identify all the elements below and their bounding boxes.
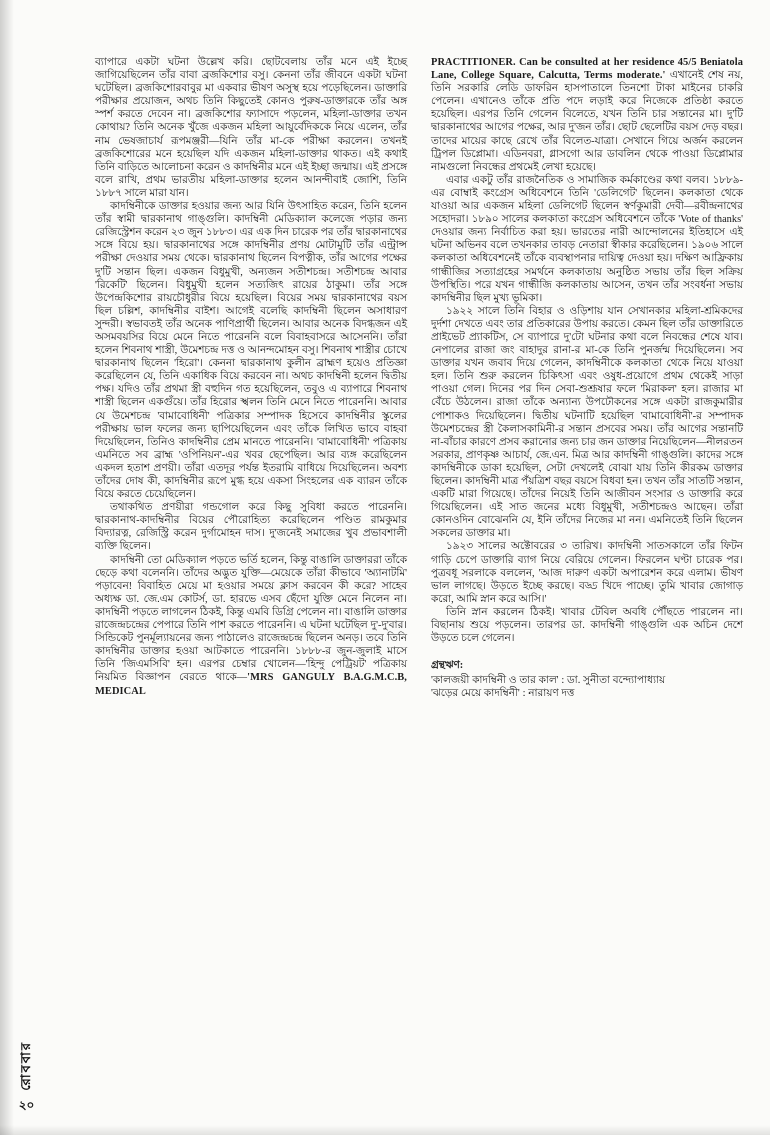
- acknowledgment-item: 'ঝড়ের মেয়ে কাদম্বিনী' : নারায়ণ দত্ত: [431, 688, 575, 700]
- article-body: [95, 56, 743, 1096]
- paragraph-continuation: [431, 56, 743, 174]
- left-column: [95, 56, 407, 1096]
- spine: [16, 1041, 37, 1117]
- advertisement-english-text: 'MRS GANGULY B.A.G.M.C.B, MEDICAL: [95, 672, 408, 697]
- paragraph-continuation: ব্যাপারে একটা ঘটনা উল্লেখ করি। ছোটবেলায় তাঁর মনে এই ইচ্ছে জাগিয়েছিলেন তাঁর বাবা ব্রজকিশোর বসু। কেননা তাঁর জীবনে একটা ঘটনা ঘটেছিল। ব্রজকিশোরবাবুর মা একবার ভীষণ অসুস্থ হয়ে পড়েছিলেন। ডাক্তারি পরীক্ষার প্রয়োজন, অথচ তিনি কিছুতেই কোনও পুরুষ-ডাক্তারকে তাঁর অঙ্গ স্পর্শ করতে দেবেন না। ব্রজকিশোর ফ্যাসাদে পড়লেন, মহিলা-ডাক্তার তখন কোথায়? তিনি অনেক খুঁজে একজন মহিলা আয়ুর্বেদিককে নিয়ে এলেন, তাঁর নাম ভেষজাচার্য রূপমঞ্জরী—যিনি তাঁর মা-কে পরীক্ষা করলেন। তখনই ব্রজকিশোরের মনে হয়েছিল যদি একজন মহিলা-ডাক্তার থাকত। এই কথাই তিনি বাড়িতে আলোচনা করেন ও কাদম্বিনীর মনে এই ইচ্ছা জন্মায়। এই প্রসঙ্গে বলে রাখি, প্রথম ভারতীয় মহিলা-ডাক্তার হলেন আনন্দীবাই জোশি, তিনি ১৮৮৭ সালে মারা যান।: [95, 57, 407, 199]
- page-number: ২০: [18, 1098, 35, 1112]
- paragraph: [95, 554, 407, 698]
- paragraph: ১৯২২ সালে তিনি বিহার ও ওড়িশায় যান সেখানকার মহিলা-শ্রমিকদের দুর্দশা দেখতে এবং তার প্রতিকারের উপায় করতে। কেমন ছিল তাঁর ডাক্তারিতে প্রাইভেট প্র্যাকটিস, সে ব্যাপারে দু'টো ঘটনার কথা বলে নিবন্ধের শেষে যাব। নেপালের রাজা জং বাহাদুর রানা-র মা-কে তিনি পুনর্জন্ম দিয়েছিলেন। সব ডাক্তার যখন জবাব দিয়ে গেলেন, কাদম্বিনীকে কলকাতা থেকে নিয়ে যাওয়া হল। তিনি শুরু করলেন চিকিৎসা এবং ওষুধ-প্রয়োগে প্রথম থেকেই সাড়া পাওয়া গেল। দিনের পর দিন সেবা-শুশ্রূষার ফলে 'মিরাকল' হল। রাজার মা বেঁচে উঠলেন। রাজা তাঁকে অন্যান্য উপঢৌকনের সঙ্গে একটা রাজকুমারীর পোশাকও দিয়েছিলেন। দ্বিতীয় ঘটনাটি হয়েছিল 'বামাবোধিনী'-র সম্পাদক উমেশচন্দ্রের স্ত্রী কৈলাসকামিনী-র সন্তান প্রসবের সময়। তাঁর আগের সন্তানটি না-বাঁচার কারণে প্রসব করানোর জন্য চার জন ডাক্তার নিয়েছিলেন—নীলরতন সরকার, প্রাণকৃষ্ণ আচার্য, জে.এন. মিত্র আর কাদম্বিনী গাঙ্গুলি। কাদের সঙ্গে কাদম্বিনীকে ডাকা হয়েছিল, সেটা দেখলেই বোঝা যায় তিনি কীরকম ডাক্তার ছিলেন। কাদম্বিনী মাত্র পঁয়ত্রিশ বছর বয়সে বিধবা হন। তখন তাঁর সাতটি সন্তান, একটি মারা গিয়েছে। তাঁদের নিয়েই তিনি আজীবন সংসার ও ডাক্তারি করে গিয়েছিলেন। এই সাত জনের মধ্যে বিধুমুখী, সতীশচন্দ্রও আছেন। তাঁরা কোনওদিন বোঝেননি যে, ইনি তাঁদের নিজের মা নন। এমনিতেই তিনি ছিলেন সকলের ডাক্তার মা।: [431, 305, 743, 540]
- paragraph-text: কাদম্বিনী তো মেডিক্যাল পড়তে ভর্তি হলেন, কিন্তু বাঙালি ডাক্তাররা তাঁকে ছেড়ে কথা বলেননি। তাঁদের অদ্ভুত যুক্তি—মেয়েকে তাঁরা কীভাবে 'অ্যানাটমি' পড়াবেন! বিবাহিত মেয়ে মা হওয়ার সময়ে ক্লাস করবেন কী করে? সাহেব অধ্যক্ষ ডা. জে.এম কোটর্স, ডা. হারভে এসব ছেঁদো যুক্তি মেনে নিলেন না। কাদম্বিনী পড়তে লাগলেন ঠিকই, কিন্তু এমবি ডিগ্রি পেলেন না। বাঙালি ডাক্তার রাজেন্দ্রচন্দ্রের পেপারে তিনি পাশ করতে পারেননি। এ ঘটনা ঘটেছিল দু'-দু'বার। সিন্ডিকেট পুনর্মূল্যায়নের জন্য পাঠালেও রাজেন্দ্রচন্দ্র ছিলেন অনড়। তবে তিনি কাদম্বিনীর ডাক্তার হওয়া আটকাতে পারেননি। ১৮৮৮-র জুন-জুলাই মাসে তিনি 'জিএমসিবি' হন। এরপর চেম্বার খোলেন—'হিন্দু পেট্রিয়ট' পত্রিকায় নিয়মিত বিজ্ঞাপন বেরতে থাকে—: [95, 554, 407, 684]
- acknowledgment-item: 'কালজয়ী কাদম্বিনী ও তার কাল' : ডা. সুনীতা বন্দ্যোপাধ্যায়: [431, 675, 666, 687]
- right-column: [431, 56, 743, 1096]
- paragraph: তিনি স্নান করলেন ঠিকই। খাবার টেবিল অবধি পৌঁছতে পারলেন না। বিছানায় শুয়ে পড়লেন। তারপর ডা. কাদম্বিনী গাঙ্গুলি এক অচিন দেশে উড়তে চলে গেলেন।: [431, 606, 743, 645]
- acknowledgment-section: [431, 659, 743, 700]
- paragraph: কাদম্বিনীকে ডাক্তার হওয়ার জন্য আর যিনি উৎসাহিত করেন, তিনি হলেন তাঁর স্বামী দ্বারকানাথ গাঙ্গুলি। কাদম্বিনী মেডিক্যাল কলেজে পড়ার জন্য রেজিস্ট্রেশন করেন ২৩ জুন ১৮৮৩। এর এক দিন চারেক পর তাঁর দ্বারকানাথের সঙ্গে বিয়ে হয়। দ্বারকানাথের সঙ্গে কাদম্বিনীর প্রণয় মোটামুটি তাঁর এন্ট্রান্স পরীক্ষা দেওয়ার সময় থেকে। দ্বারকানাথ ছিলেন বিপত্নীক, তাঁর আগের পক্ষের দু'টি সন্তান ছিল। একজন বিধুমুখী, অন্যজন সতীশচন্দ্র। সতীশচন্দ্র আবার 'রিকেটি' ছিলেন। বিধুমুখী হলেন সত্যজিৎ রায়ের ঠাকুমা। তাঁর সঙ্গে উপেন্দ্রকিশোর রায়চৌধুরীর বিয়ে হয়েছিল। বিয়ের সময় দ্বারকানাথের বয়স ছিল চল্লিশ, কাদম্বিনীর বাইশ। আগেই বলেছি কাদম্বিনী ছিলেন অসাধারণ সুন্দরী। স্বভাবতই তাঁর অনেক পাণিপ্রার্থী ছিলেন। আবার অনেক বিদগ্ধজন এই অসমবয়সির বিয়ে মেনে নিতে পারেননি বলে বিবাহবাসরে আসেননি। তাঁরা হলেন শিবনাথ শাস্ত্রী, উমেশচন্দ্র দত্ত ও আনন্দমোহন বসু। শিবনাথ শাস্ত্রীর চোখে দ্বারকানাথ ছিলেন 'হিরো'। কেননা দ্বারকানাথ কুলীন ব্রাহ্মণ হয়েও প্রতিজ্ঞা করেছিলেন যে, তিনি একাধিক বিয়ে করবেন না। অথচ কাদম্বিনী হলেন দ্বিতীয় পক্ষ। যদিও তাঁর প্রথমা স্ত্রী বহুদিন গত হয়েছিলেন, তবুও এ ব্যাপারে শিবনাথ শাস্ত্রী ছিলেন একগুঁয়ে। তাঁর হিরোর স্খলন তিনি মেনে নিতে পারেননি। আবার যে উমেশচন্দ্র 'বামাবোধিনী' পত্রিকার সম্পাদক হিসেবে কাদম্বিনীর স্কুলের পরীক্ষায় ভাল ফলের জন্য ছাপিয়েছিলেন এবং তাঁকে লিখিত ভাবে বাহবা দিয়েছিলেন, তিনিও কাদম্বিনীর প্রেম মানতে পারেননি। 'বামাবোধিনী' পত্রিকায় এমনিতে সব ব্রাহ্ম 'ওপিনিয়ন'-এর খবর ছেপেছিল। আর ব্যঙ্গ করেছিলেন একদল হতাশ প্রণয়ী। তাঁরা এতদূর পর্যন্ত ইতরামি বাধিয়ে দিয়েছিলেন। অবশ্য তাঁদের দোষ কী, কাদম্বিনীর রূপে মুগ্ধ হয়ে একসা সিংহলের এক ব্যারন তাঁকে বিয়ে করতে চেয়েছিলেন।: [95, 201, 407, 501]
- magazine-name: রোববার: [18, 1041, 33, 1091]
- paragraph-text: এখানেই শেষ নয়, তিনি সরকারি লেডি ডাফরিন হাসপাতালে তিনশো টাকা মাইনের চাকরি পেলেন। এখানেও তাঁকে প্রতি পদে লড়াই করে নিজেকে প্রতিষ্ঠা করতে হয়েছিল। এরপর তিনি গেলেন বিলেতে, যখন তিনি চার সন্তানের মা। দু'টি দ্বারকানাথের আগের পক্ষের, আর দু'জন তাঁর। ছোট ছেলেটির বয়স দেড় বছর। তাদের মায়ের কাছে রেখে তাঁর বিলেত-যাত্রা। সেখানে গিয়ে অর্জন করলেন ট্রিপল ডিপ্লোমা। এডিনবরা, গ্লাসগো আর ডাবলিন থেকে পাওয়া ডিপ্লোমার নামগুলো নিবন্ধের প্রথমেই লেখা হয়েছে।: [431, 70, 743, 173]
- paragraph: তথাকথিত প্রণয়ীরা গন্ডগোল করে কিছু সুবিধা করতে পারেননি। দ্বারকানাথ-কাদম্বিনীর বিয়ের পৌরোহিত্য করেছিলেন পণ্ডিত রামকুমার বিদ্যারত্ন, রেজিস্ট্রি করেন দুর্গামোহন দাস। দু'জনেই সমাজের খুব প্রভাবশালী ব্যক্তি ছিলেন।: [95, 502, 407, 553]
- acknowledgment-heading: গ্রন্থঋণ:: [431, 660, 464, 672]
- advertisement-english-text: PRACTITIONER. Can be consulted at her residence 45/5 Beniatola Lane, College Square, Calcutta, Terms moderate.': [431, 57, 743, 82]
- paragraph: এবার একটু তাঁর রাজনৈতিক ও সামাজিক কর্মকাণ্ডের কথা বলব। ১৮৮৯-এর বোম্বাই কংগ্রেস অধিবেশনে তিনি 'ডেলিগেট' ছিলেন। কলকাতা থেকে যাওয়া আর একজন মহিলা ডেলিগেট ছিলেন স্বর্ণকুমারী দেবী—রবীন্দ্রনাথের সহোদরা। ১৮৯০ সালের কলকাতা কংগ্রেস অধিবেশনে তাঁকে 'Vote of thanks' দেওয়ার জন্য নির্বাচিত করা হয়। ভারতের নারী আন্দোলনের ইতিহাসে এই ঘটনা অভিনব বলে তখনকার তাবড় নেতারা স্বীকার করেছিলেন। ১৯০৬ সালে কলকাতা অধিবেশনেই তাঁকে ব্যবস্থাপনার দায়িত্ব দেওয়া হয়। দক্ষিণ আফ্রিকায় গান্ধীজির সত্যাগ্রহের সমর্থনে কলকাতায় অনুষ্ঠিত সভায় তাঁর ছিল সক্রিয় উপস্থিতি। পরে যখন গান্ধীজি কলকাতায় আসেন, তখন তাঁর সংবর্ধনা সভায় কাদম্বিনীর ছিল মুখ্য ভূমিকা।: [431, 174, 743, 304]
- paragraph: ১৯২৩ সালের অক্টোবরের ৩ তারিখ। কাদম্বিনী সাতসকালে তাঁর ফিটন গাড়ি চেপে ডাক্তারি ব্যাগ নিয়ে বেরিয়ে গেলেন। ফিরলেন ঘণ্টা চারেক পর। পুত্রবধূ সরলাকে বললেন, 'আজ দারুণ একটা অপারেশন করে এলাম। ভীষণ ভাল লাগছে। উড়তে ইচ্ছে করছে। বড্ড খিদে পাচ্ছে। তুমি খাবার জোগাড় করো, আমি স্নান করে আসি।': [431, 541, 743, 605]
